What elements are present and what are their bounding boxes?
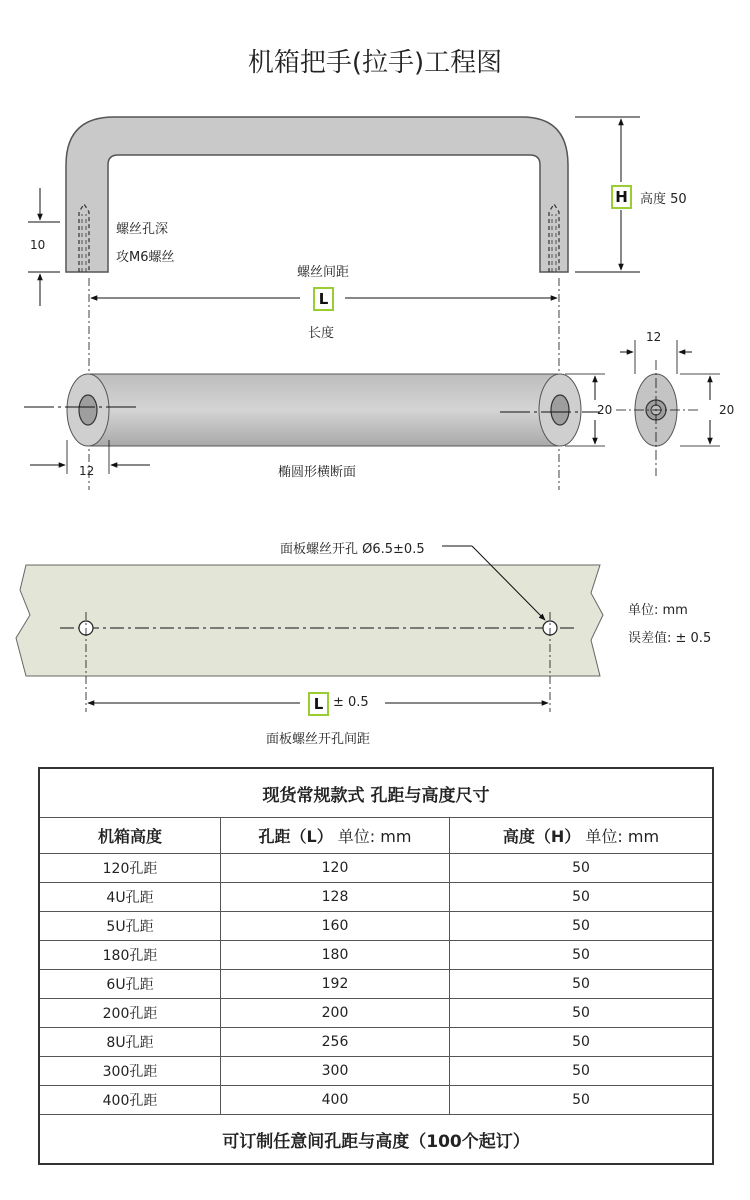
header-hole-spacing: 孔距（L） 单位: mm [221,818,450,854]
height-label: 高度 50 [640,192,687,207]
rod-body [88,374,558,446]
spec-table [38,767,714,1165]
table-row: 8U孔距 256 50 [39,1028,713,1057]
spacing-label: 螺丝间距 [297,265,350,280]
units-note: 单位: mm [628,603,688,618]
panel-spacing-tolerance: ± 0.5 [333,695,369,710]
table-row: 4U孔距 128 50 [39,883,713,912]
table-footer: 可订制任意间孔距与高度（100个起订） [39,1115,713,1165]
page-title: 机箱把手(拉手)工程图 [247,48,503,78]
end-width-label: 12 [79,464,95,478]
section-caption: 椭圆形横断面 [278,465,357,480]
header-chassis-height: 机箱高度 [39,818,221,854]
section-width-label: 12 [646,330,662,344]
section-height-label: 20 [719,403,735,417]
table-row: 5U孔距 160 50 [39,912,713,941]
table-caption: 现货常规款式 孔距与高度尺寸 [39,768,713,818]
hole-note-line2: 攻M6螺丝 [116,250,175,265]
table-row: 180孔距 180 50 [39,941,713,970]
hole-depth-value: 10 [30,238,46,252]
table-row: 200孔距 200 50 [39,999,713,1028]
length-letter-box: L [313,287,334,311]
panel-spacing-letter-box: L [308,692,329,716]
table-row: 6U孔距 192 50 [39,970,713,999]
table-row: 400孔距 400 50 [39,1086,713,1115]
hole-callout: 面板螺丝开孔 Ø6.5±0.5 [280,542,425,557]
table-row: 300孔距 300 50 [39,1057,713,1086]
length-label: 长度 [308,326,335,341]
table-row: 120孔距 120 50 [39,854,713,883]
tolerance-note: 误差值: ± 0.5 [628,631,712,646]
header-height: 高度（H） 单位: mm [450,818,714,854]
rod-height-label: 20 [597,403,613,417]
height-letter-box: H [611,185,632,209]
panel-plate [16,565,603,676]
hole-note-line1: 螺丝孔深 [116,222,169,237]
panel-spacing-caption: 面板螺丝开孔间距 [266,732,371,747]
